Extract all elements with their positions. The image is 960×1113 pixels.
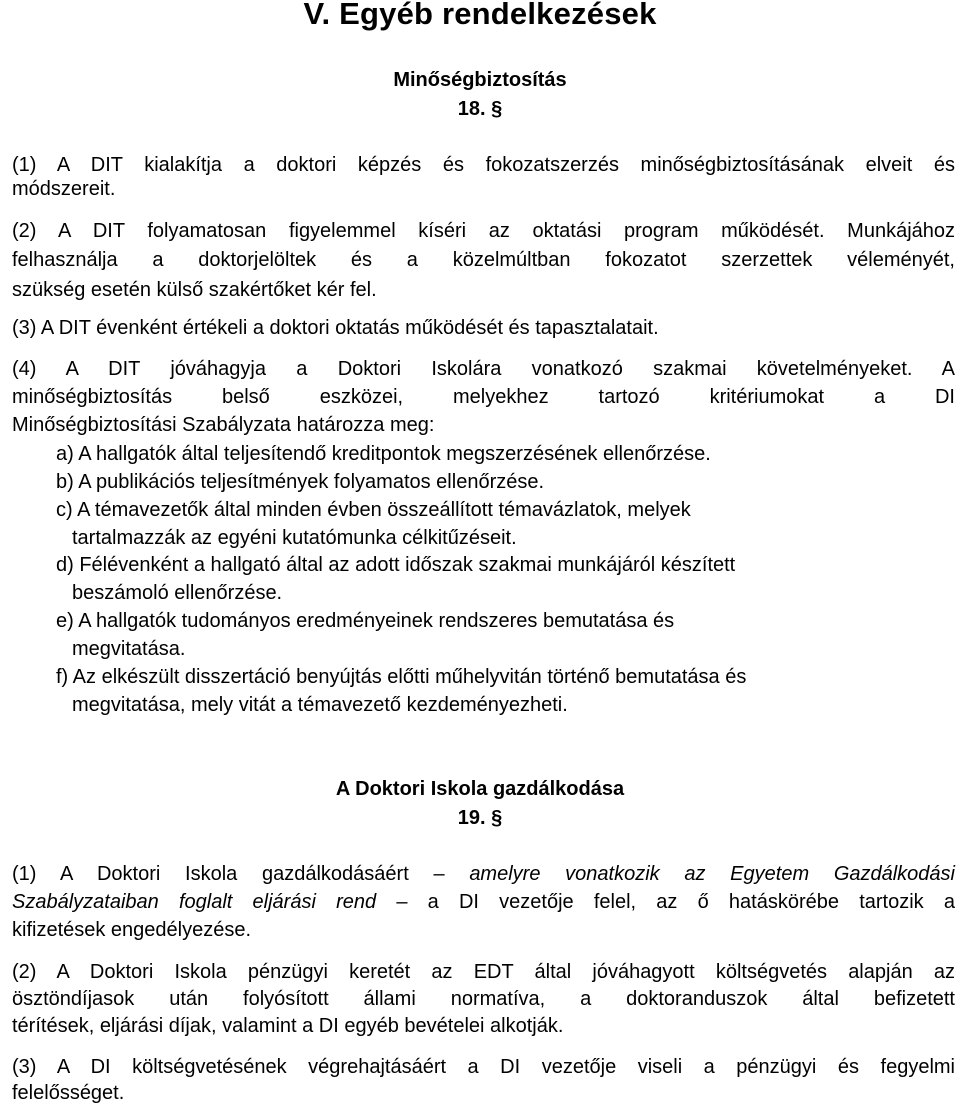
list-item-c-line-2: tartalmazzák az egyéni kutatómunka célkitűzéseit. — [72, 527, 517, 549]
s19-p1-l2-text: – a DI vezetője felel, az ő hatáskörébe tartozik a — [376, 891, 955, 913]
s19-paragraph-3-line-2: felelősséget. — [12, 1082, 125, 1104]
s19-paragraph-1-line-3: kifizetések engedélyezése. — [12, 919, 252, 941]
s19-paragraph-2-line-1: (2) A Doktori Iskola pénzügyi keretét az EDT által jóváhagyott költségvetés alapján az — [12, 961, 955, 983]
paragraph-2-line-3: szükség esetén külső szakértőket kér fel. — [12, 279, 377, 301]
paragraph-1-line-2: módszereit. — [12, 178, 116, 200]
paragraph-1-line-1: (1) A DIT kialakítja a doktori képzés és fokozatszerzés minőségbiztosításának elveit és — [12, 154, 955, 176]
section-19-number: 19. § — [457, 807, 503, 829]
paragraph-2-line-2: felhasználja a doktorjelöltek és a közelmúltban fokozatot szerzettek véleményét, — [12, 249, 955, 271]
paragraph-3-line-1: (3) A DIT évenként értékeli a doktori oktatás működését és tapasztalatait. — [12, 317, 659, 339]
s19-p1-l1-text: (1) A Doktori Iskola gazdálkodásáért – — [12, 863, 470, 885]
s19-paragraph-3-line-1: (3) A DI költségvetésének végrehajtásáért a DI vezetője viseli a pénzügyi és fegyelmi — [12, 1056, 955, 1078]
list-item-f-line-1: f) Az elkészült disszertáció benyújtás előtti műhelyvitán történő bemutatása és — [56, 666, 747, 688]
paragraph-2-line-1: (2) A DIT folyamatosan figyelemmel kíséri az oktatási program működését. Munkájához — [12, 220, 955, 242]
s19-paragraph-2-line-3: térítések, eljárási díjak, valamint a DI egyéb bevételei alkotják. — [12, 1015, 564, 1037]
list-item-e-line-2: megvitatása. — [72, 638, 186, 660]
s19-paragraph-2-line-2: ösztöndíjasok után folyósított állami normatíva, a doktoranduszok által befizetett — [12, 988, 955, 1010]
list-item-d-line-2: beszámoló ellenőrzése. — [72, 582, 283, 604]
s19-paragraph-1-line-1 — [12, 862, 955, 886]
paragraph-4-line-3: Minőségbiztosítási Szabályzata határozza meg: — [12, 414, 435, 436]
section-19-title: A Doktori Iskola gazdálkodása — [335, 778, 625, 800]
list-item-a: a) A hallgatók által teljesítendő kreditpontok megszerzésének ellenőrzése. — [56, 443, 711, 465]
paragraph-4-line-1: (4) A DIT jóváhagyja a Doktori Iskolára vonatkozó szakmai követelményeket. A — [12, 358, 955, 380]
section-18-title: Minőségbiztosítás — [393, 69, 567, 91]
list-item-f-line-2: megvitatása, mely vitát a témavezető kezdeményezheti. — [72, 694, 568, 716]
list-item-b: b) A publikációs teljesítmények folyamatos ellenőrzése. — [56, 471, 545, 493]
list-item-d-line-1: d) Félévenként a hallgató által az adott időszak szakmai munkájáról készített — [56, 554, 736, 576]
s19-p1-l1-italic: amelyre vonatkozik az Egyetem Gazdálkodási — [469, 863, 955, 885]
s19-paragraph-1-line-2 — [12, 890, 955, 914]
list-item-e-line-1: e) A hallgatók tudományos eredményeinek rendszeres bemutatása és — [56, 610, 675, 632]
section-18-number: 18. § — [457, 98, 503, 120]
chapter-title: V. Egyéb rendelkezések — [303, 0, 657, 31]
list-item-c-line-1: c) A témavezetők által minden évben összeállított témavázlatok, melyek — [56, 499, 691, 521]
s19-p1-l2-italic: Szabályzataiban foglalt eljárási rend — [12, 891, 377, 913]
paragraph-4-line-2: minőségbiztosítás belső eszközei, melyekhez tartozó kritériumokat a DI — [12, 386, 955, 408]
